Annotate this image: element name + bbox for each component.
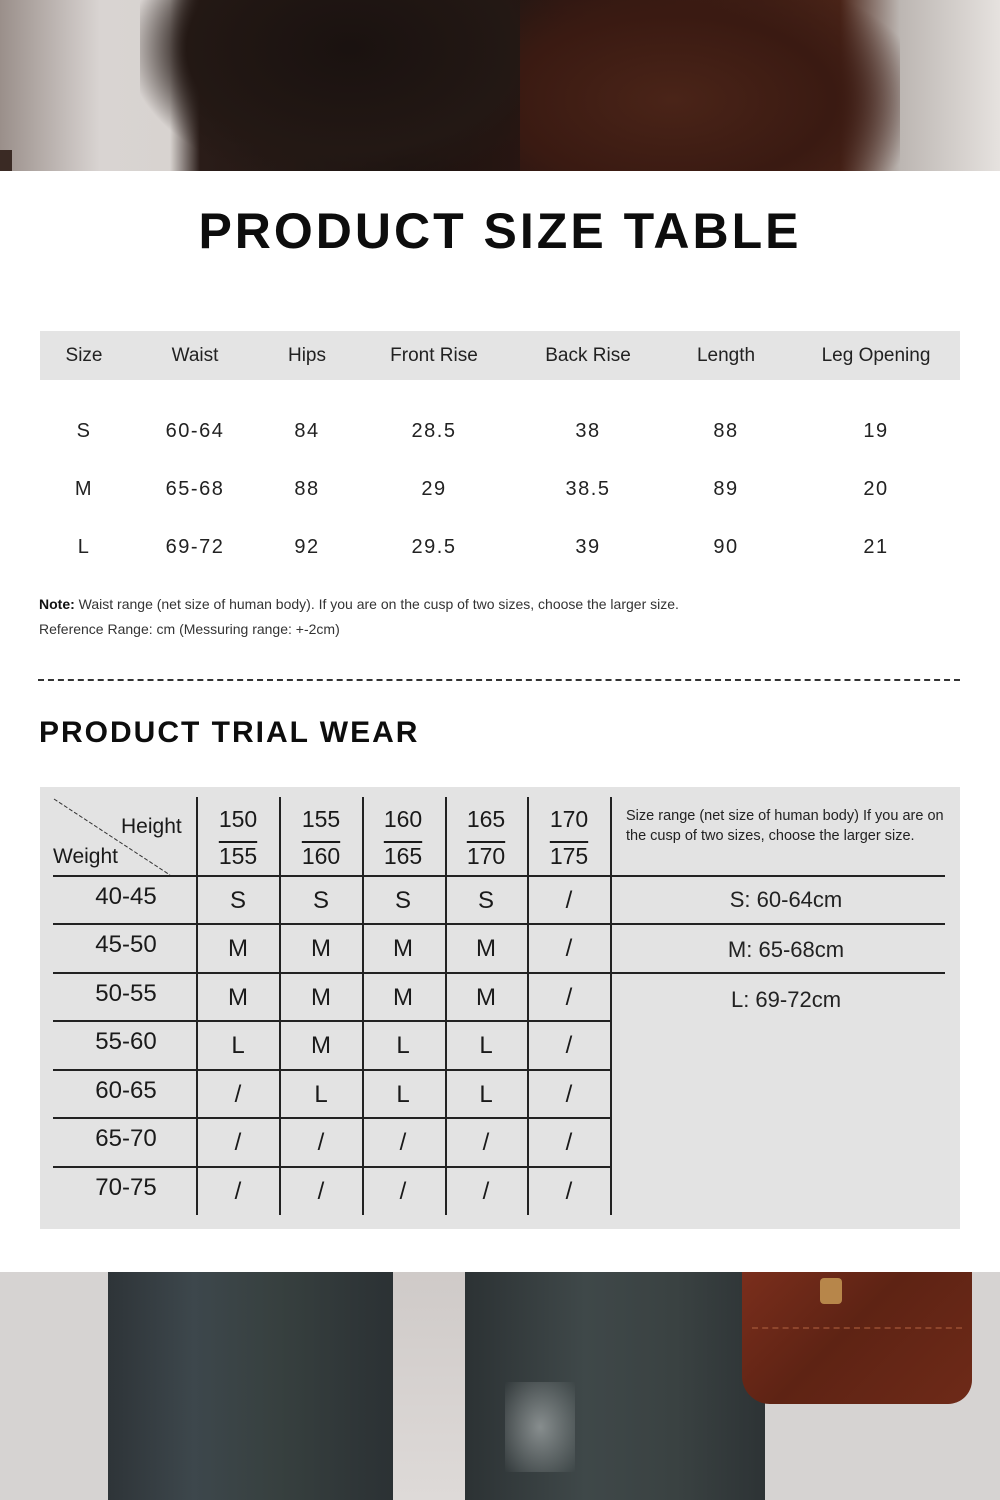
size-table-cell: 20 (863, 478, 889, 500)
height-column-header (467, 801, 505, 875)
size-recommendation-cell: / (234, 1178, 242, 1205)
table-column-divider (279, 797, 281, 1215)
model-coat (520, 0, 900, 171)
size-recommendation-cell: / (565, 984, 573, 1011)
size-recommendation-cell: L (396, 1081, 410, 1108)
table-row-divider (53, 1020, 610, 1022)
size-table-cell: 28.5 (411, 420, 457, 442)
size-table-header (40, 331, 960, 380)
waist-range-value: L: 69-72cm (730, 987, 842, 1012)
size-table-cell: 90 (713, 536, 739, 558)
height-to: 170 (466, 843, 506, 869)
bag-clasp (820, 1278, 842, 1304)
size-table-cell: 38.5 (565, 478, 611, 500)
height-column-header (384, 801, 422, 875)
size-recommendation-cell: / (234, 1129, 242, 1156)
table-column-divider (527, 797, 529, 1215)
size-table-cell: 29 (421, 478, 447, 500)
size-table-cell: 38 (575, 420, 601, 442)
size-recommendation-cell: / (399, 1178, 407, 1205)
top-product-photo (0, 0, 1000, 171)
weight-row-label: 50-55 (95, 980, 157, 1007)
size-recommendation-cell: M (393, 984, 413, 1011)
size-table-cell: 69-72 (165, 536, 225, 558)
height-column-header (550, 801, 588, 875)
corner-diagonal (52, 797, 172, 877)
table-row-divider (53, 1117, 610, 1119)
size-recommendation-cell: L (479, 1081, 493, 1108)
size-recommendation-cell: / (317, 1178, 325, 1205)
size-recommendation-cell: / (234, 1081, 242, 1108)
height-column-header (219, 801, 257, 875)
weight-row-label: 40-45 (95, 883, 157, 910)
size-recommendation-cell: / (482, 1129, 490, 1156)
size-table-cell: 88 (294, 478, 320, 500)
waist-range-value: M: 65-68cm (727, 937, 845, 962)
height-from: 170 (549, 806, 589, 832)
size-recommendation-cell: M (311, 935, 331, 962)
size-recommendation-cell: / (565, 1081, 573, 1108)
size-recommendation-cell: / (565, 1032, 573, 1059)
size-table-cell: 65-68 (165, 478, 225, 500)
table-column-divider (196, 797, 198, 1215)
weight-row-label: 45-50 (95, 931, 157, 958)
waist-range-value: S: 60-64cm (729, 887, 843, 912)
section-divider (38, 679, 960, 681)
size-table-cell: 29.5 (411, 536, 457, 558)
size-table-cell: 84 (294, 420, 320, 442)
size-recommendation-cell: M (311, 984, 331, 1011)
size-recommendation-cell: M (311, 1032, 331, 1059)
size-header-cell: Size (65, 345, 103, 366)
table-row-divider (53, 1069, 610, 1071)
table-row-divider (53, 923, 945, 925)
size-table-cell: 88 (713, 420, 739, 442)
size-recommendation-cell: L (231, 1032, 245, 1059)
size-recommendation-cell: L (396, 1032, 410, 1059)
size-header-cell: Waist (171, 345, 219, 366)
size-table-cell: 60-64 (165, 420, 225, 442)
size-recommendation-cell: S (394, 887, 412, 914)
size-recommendation-cell: S (229, 887, 247, 914)
size-recommendation-cell: M (228, 984, 248, 1011)
note-label: Note: (39, 596, 75, 612)
size-table-row (40, 478, 960, 508)
size-table-cell: 21 (863, 536, 889, 558)
trial-wear-title: PRODUCT TRIAL WEAR (39, 716, 420, 749)
bottom-product-photo (0, 1272, 1000, 1500)
table-column-divider (610, 797, 612, 1215)
size-table-row (40, 536, 960, 566)
size-recommendation-cell: M (476, 935, 496, 962)
size-recommendation-cell: / (565, 935, 573, 962)
size-recommendation-cell: / (317, 1129, 325, 1156)
background-gap (393, 1272, 465, 1500)
corner-height-label: Height (121, 815, 182, 838)
height-from: 150 (218, 806, 258, 832)
height-from: 160 (383, 806, 423, 832)
size-recommendation-cell: / (399, 1129, 407, 1156)
size-recommendation-cell: M (393, 935, 413, 962)
size-header-cell: Length (696, 345, 756, 366)
size-recommendation-cell: / (565, 1129, 573, 1156)
table-row-divider (53, 972, 945, 974)
size-table-cell: 39 (575, 536, 601, 558)
size-table-row (40, 420, 960, 450)
weight-row-label: 65-70 (95, 1125, 157, 1152)
leather-bag (742, 1272, 972, 1404)
size-table-cell: 19 (863, 420, 889, 442)
bag-stitching (752, 1327, 962, 1331)
reference-range-note: Reference Range: cm (Messuring range: +-2cm) (39, 621, 340, 637)
table-row-divider (53, 875, 945, 877)
weight-row-label: 55-60 (95, 1028, 157, 1055)
size-recommendation-cell: / (565, 887, 573, 914)
size-recommendation-cell: M (228, 935, 248, 962)
height-from: 155 (301, 806, 341, 832)
size-header-cell: Hips (287, 345, 327, 366)
photo-detail (0, 150, 12, 171)
size-table-cell: S (76, 420, 92, 442)
table-column-divider (362, 797, 364, 1215)
size-header-cell: Leg Opening (821, 345, 931, 366)
trial-wear-table (40, 787, 960, 1229)
size-recommendation-cell: / (482, 1178, 490, 1205)
size-recommendation-cell: S (477, 887, 495, 914)
size-recommendation-cell: M (476, 984, 496, 1011)
size-header-cell: Back Rise (545, 345, 631, 366)
size-range-note: Size range (net size of human body) If you are on the cusp of two sizes, choose the larger size. (626, 808, 944, 844)
size-recommendation-cell: L (479, 1032, 493, 1059)
height-to: 165 (383, 843, 423, 869)
height-from: 165 (466, 806, 506, 832)
weight-row-label: 60-65 (95, 1077, 157, 1104)
size-header-cell: Front Rise (390, 345, 478, 366)
height-to: 155 (218, 843, 258, 869)
page-title: PRODUCT SIZE TABLE (198, 203, 802, 259)
weight-row-label: 70-75 (95, 1174, 157, 1201)
size-recommendation-cell: / (565, 1178, 573, 1205)
size-table-cell: 92 (294, 536, 320, 558)
model-hair (140, 0, 560, 171)
size-table-cell: M (74, 478, 94, 500)
jeans-left-leg (108, 1272, 393, 1500)
height-to: 175 (549, 843, 589, 869)
size-note (39, 596, 679, 612)
denim-fade (505, 1382, 575, 1472)
height-to: 160 (301, 843, 341, 869)
size-recommendation-cell: S (312, 887, 330, 914)
corner-weight-label: Weight (53, 845, 118, 868)
note-text: Waist range (net size of human body). If you are on the cusp of two sizes, choose the larger size. (78, 596, 679, 612)
height-column-header (302, 801, 340, 875)
size-table-cell: L (77, 536, 91, 558)
table-row-divider (53, 1166, 610, 1168)
size-table-cell: 89 (713, 478, 739, 500)
table-column-divider (445, 797, 447, 1215)
size-recommendation-cell: L (314, 1081, 328, 1108)
